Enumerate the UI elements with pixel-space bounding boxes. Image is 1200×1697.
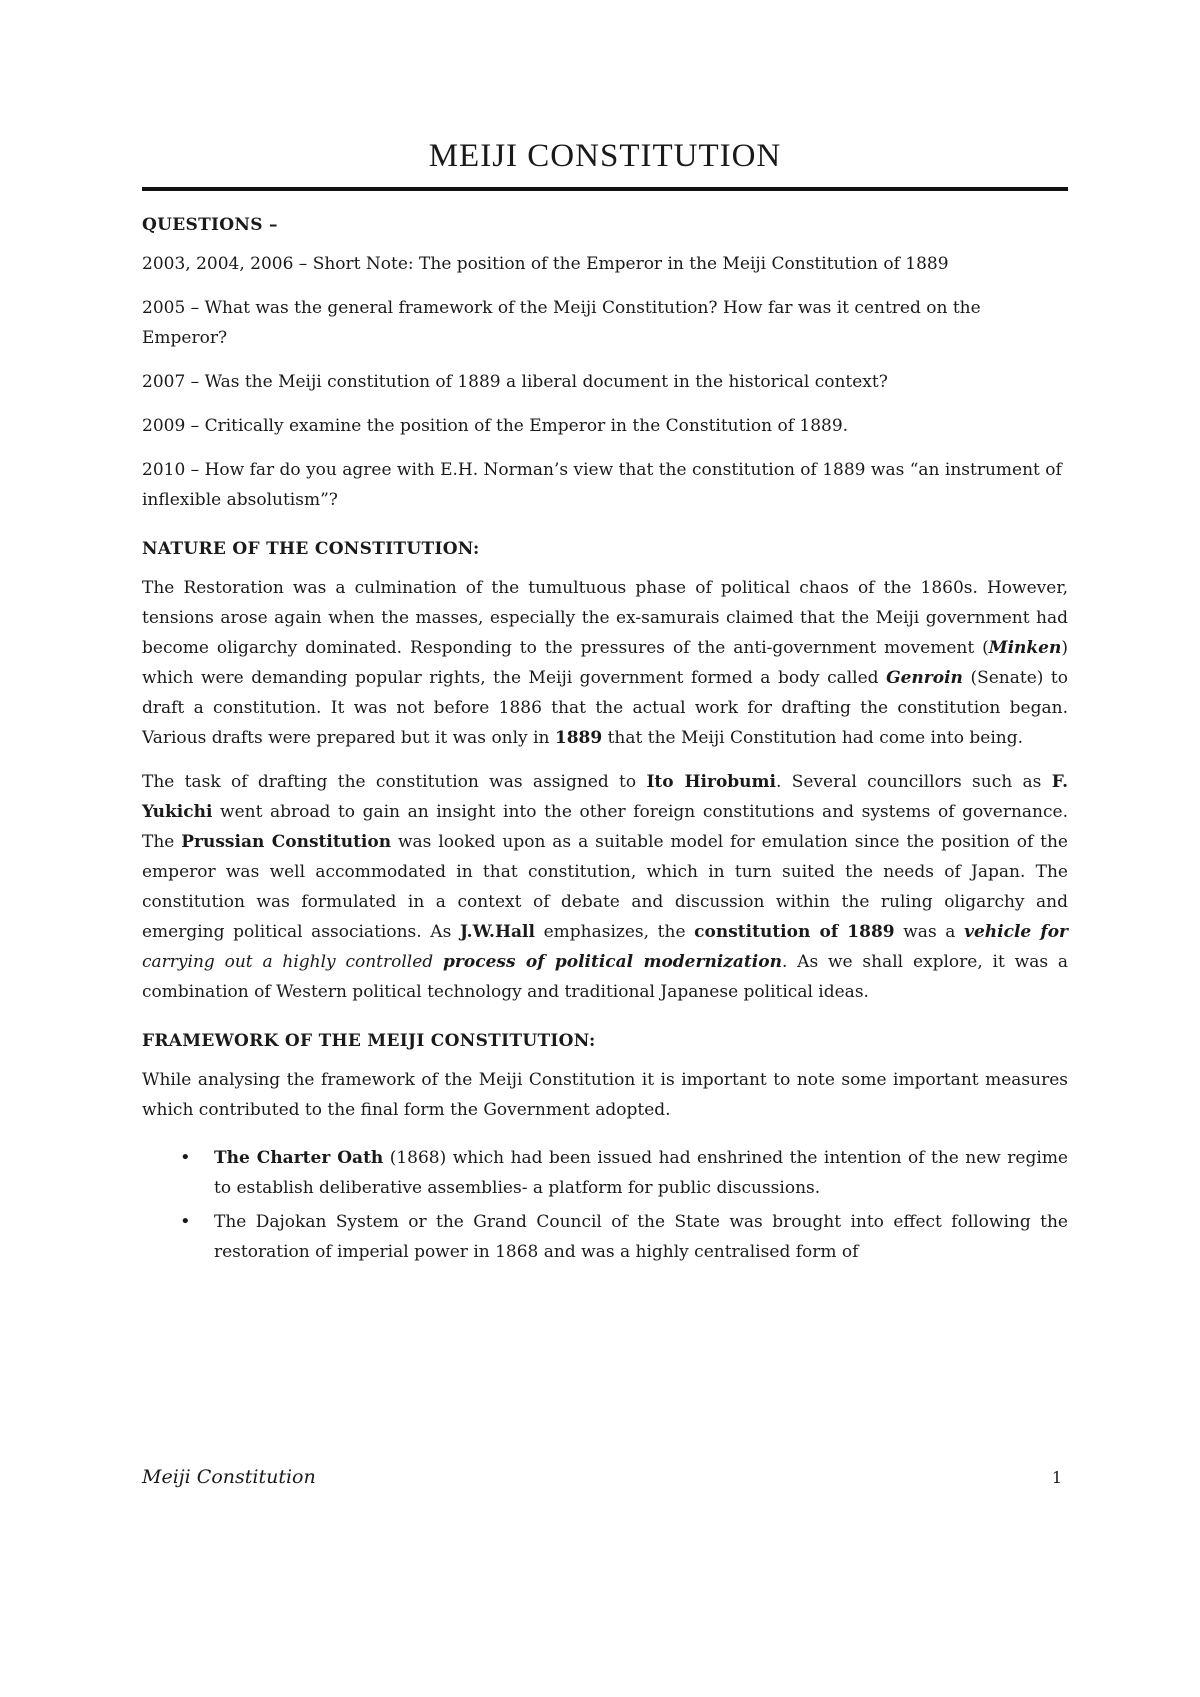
bullet-item — [142, 1207, 1068, 1267]
term-prussian-constitution: Prussian Constitution — [181, 832, 392, 852]
text-run: (Senate) to draft a constitution. It was not before 1886 that the actual work for drafting the constitution began. Various drafts were prepared but it was only in — [142, 668, 1068, 748]
question-item: 2003, 2004, 2006 – Short Note: The position of the Emperor in the Meiji Constitution of 1889 — [142, 254, 949, 274]
question-item: 2009 – Critically examine the position of the Emperor in the Constitution of 1889. — [142, 416, 849, 436]
bullet-icon: • — [180, 1147, 191, 1168]
text-run: . As we shall explore, it was a combination of Western political technology and traditional Japanese political ideas. — [142, 952, 1069, 1002]
framework-heading: FRAMEWORK OF THE MEIJI CONSTITUTION: — [142, 1031, 596, 1051]
framework-intro: While analysing the framework of the Meiji Constitution it is important to note some important measures which contributed to the final form the Government adopted. — [142, 1070, 1068, 1120]
term-carrying: carrying out a highly controlled — [142, 952, 434, 972]
text-run: ) which were demanding popular rights, the Meiji government formed a body called — [142, 638, 1068, 688]
text-run: emphasizes, the — [534, 922, 695, 942]
text-run — [433, 952, 443, 972]
nature-paragraph-1 — [142, 573, 1068, 753]
question-item: 2010 – How far do you agree with E.H. Norman’s view that the constitution of 1889 was “an instrument of inflexible absolutism”? — [142, 460, 1062, 510]
text-run: that the Meiji Constitution had come into being. — [602, 728, 1024, 748]
term-minken: Minken — [988, 638, 1062, 658]
bullet-item — [142, 1143, 1068, 1203]
questions-heading: QUESTIONS – — [142, 215, 278, 235]
text-run: was a — [894, 922, 965, 942]
text-run: The Restoration was a culmination of the tumultuous phase of political chaos of the 1860s. However, tensions arose again when the masses, especially the ex-samurais claimed that the Meiji government had become oligarchy dominated. Responding to the pressures of the anti-government movement ( — [142, 578, 1068, 658]
page-footer — [142, 1466, 1068, 1496]
bullet-icon: • — [180, 1211, 191, 1232]
term-ito-hirobumi: Ito Hirobumi — [646, 772, 776, 792]
text-run: . Several councillors such as — [775, 772, 1052, 792]
text-run: The task of drafting the constitution was assigned to — [142, 772, 647, 792]
nature-heading: NATURE OF THE CONSTITUTION: — [142, 539, 480, 559]
bullet-text: The Dajokan System or the Grand Council of the State was brought into effect following the restoration of imperial power in 1868 and was a highly centralised form of — [214, 1212, 1068, 1262]
term-yukichi: F. Yukichi — [142, 772, 1068, 822]
text-run: was looked upon as a suitable model for emulation since the position of the emperor was well accommodated in that constitution, which in turn suited the needs of Japan. The constitution was formulated in a context of debate and discussion within the ruling oligarchy and emerging political associations. As — [142, 832, 1068, 942]
nature-paragraph-2 — [142, 767, 1068, 1007]
footer-title: Meiji Constitution — [142, 1466, 316, 1488]
term-year: 1889 — [554, 728, 603, 748]
term-process: process of political modernization — [443, 952, 782, 972]
term-vehicle: vehicle for — [964, 922, 1068, 942]
text-run: went abroad to gain an insight into the other foreign constitutions and systems of governance. The — [142, 802, 1068, 852]
framework-bullet-list — [142, 1143, 1068, 1267]
question-item: 2005 – What was the general framework of the Meiji Constitution? How far was it centred on the Emperor? — [142, 298, 981, 348]
document-page — [142, 138, 1068, 1271]
bullet-bold: The Charter Oath — [214, 1148, 384, 1168]
document-title: MEIJI CONSTITUTION — [142, 138, 1068, 191]
question-item: 2007 – Was the Meiji constitution of 1889 a liberal document in the historical context? — [142, 372, 888, 392]
term-jw-hall: J.W.Hall — [459, 922, 535, 942]
term-constitution-1889: constitution of 1889 — [694, 922, 895, 942]
page-number: 1 — [1051, 1468, 1062, 1487]
term-genroin: Genroin — [886, 668, 963, 688]
bullet-text: (1868) which had been issued had enshrined the intention of the new regime to establish deliberative assemblies- a platform for public discussions. — [214, 1148, 1068, 1198]
